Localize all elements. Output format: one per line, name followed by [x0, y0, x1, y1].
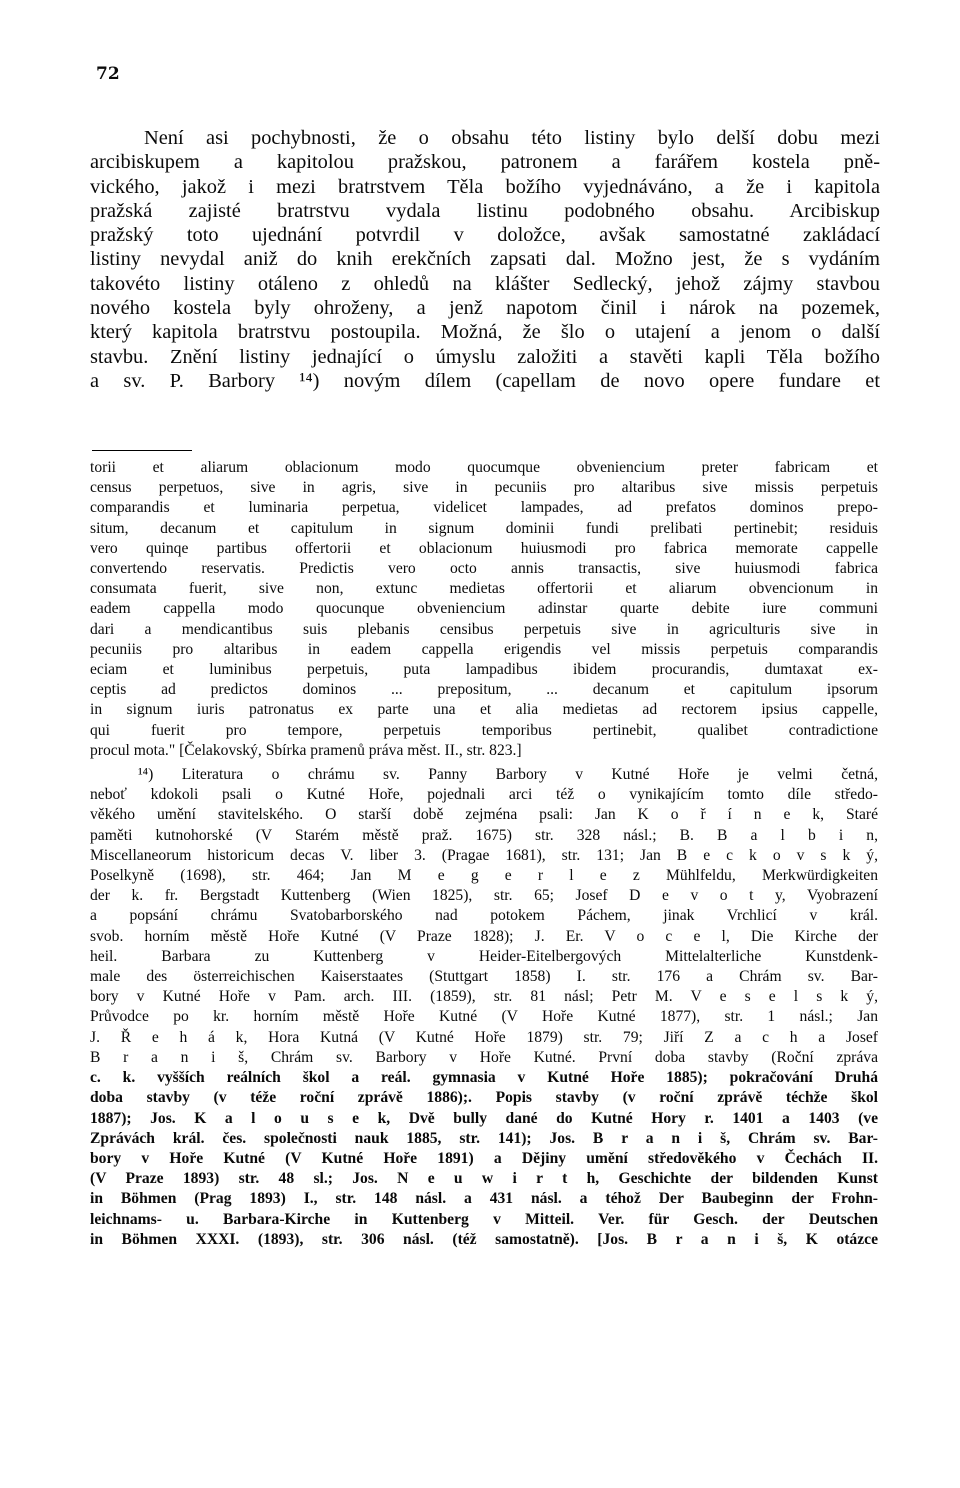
footnote-line: ceptis ad predictos dominos ... prepositum, ... decanum et capitulum ipsorum [90, 681, 878, 699]
footnote-line: vero quinqe partibus offertorii et oblacionum huiusmodi pro fabrica memorate cappelle [90, 539, 878, 557]
footnote-line: Zprávách král. čes. společnosti nauk 1885, str. 141); Jos. B r a n i š, Chrám sv. Bar- [90, 1129, 878, 1147]
footnote-line: torii et aliarum oblacionum modo quocumque obveniencium preter fabricam et [90, 459, 878, 476]
body-line: arcibiskupem a kapitolou pražskou, patronem a farářem kostela pně- [90, 151, 880, 174]
footnote-line: male des österreichischen Kaiserstaates (Stuttgart 1858) I. str. 176 a Chrám sv. Bar- [90, 968, 878, 986]
body-line: vického, jakož i mezi bratrstvem Těla božího vyjednáváno, a že i kapitola [90, 175, 880, 198]
footnote-line: dari a mendicantibus suis plebanis censibus perpetuis sive in agriculturis sive in [90, 620, 878, 638]
footnote-14 [90, 765, 878, 1250]
footnote-rule [92, 450, 192, 451]
footnote-line: (V Praze 1893) str. 48 sl.; Jos. N e u w i r t h, Geschichte der bildenden Kunst [90, 1170, 878, 1188]
footnote-13-continuation [90, 458, 878, 761]
footnote-line: Miscellaneorum historicum decas V. liber 3. (Pragae 1681), str. 131; Jan B e c k o v s k ý, [90, 846, 878, 864]
footnote-line: Poselkyně (1698), str. 464; Jan M e g e r l e z Mühlfeldu, Merkwürdigkeiten [90, 867, 878, 885]
footnote-line: věkého umění stavitelského. O starší době zejména psali: Jan K o ř í n e k, Staré [90, 806, 878, 824]
footnote-line: c. k. vyšších reálních škol a reál. gymnasia v Kutné Hoře 1885); pokračování Druhá [90, 1069, 878, 1087]
footnotes [90, 458, 878, 1250]
footnote-line: eciam et luminibus perpetuis, puta lampadibus ibidem procurandis, dumtaxat ex- [90, 661, 878, 679]
footnote-line: comparandis et luminaria perpetua, videlicet lampades, ad prefatos dominos prepo- [90, 499, 878, 517]
footnote-line: qui fuerit pro tempore, perpetuis temporibus pertinebit, qualibet contradictione [90, 721, 878, 739]
footnote-line: convertendo reservatis. Predictis vero octo annis transactis, sive huiusmodi fabrica [90, 560, 878, 578]
main-text [90, 126, 880, 393]
footnote-line: B r a n i š, Chrám sv. Barbory v Hoře Kutné. První doba stavby (Roční zpráva [90, 1048, 878, 1066]
footnote-line: 1887); Jos. K a l o u s e k, Dvě bully dané do Kutné Hory r. 1401 a 1403 (ve [90, 1109, 878, 1127]
footnote-line: consumata fuerit, sive non, extunc medietas offertorii et aliarum obvencionum in [90, 580, 878, 598]
footnote-line: in signum iuris patronatus ex parte una et alia medietas ad rectorem ipsius cappelle, [90, 701, 878, 719]
footnote-line: census perpetuos, sive in agris, sive in pecuniis pro altaribus sive missis perpetuis [90, 479, 878, 497]
footnote-line: in Böhmen XXXI. (1893), str. 306 násl. (též samostatně). [Jos. B r a n i š, K otázce [90, 1230, 878, 1248]
footnote-line: svob. horním městě Hoře Kutné (V Praze 1828); J. Er. V o c e l, Die Kirche der [90, 927, 878, 945]
footnote-line: J. Ř e h á k, Hora Kutná (V Kutné Hoře 1879) str. 79; Jiří Z a c h a Josef [90, 1028, 878, 1046]
footnote-line: heil. Barbara zu Kuttenberg v Heider-Eitelbergových Mittelalterliche Kunstdenk- [90, 947, 878, 965]
footnote-line: bory v Hoře Kutné (V Kutné Hoře 1891) a Dějiny umění středověkého v Čechách II. [90, 1149, 878, 1167]
footnote-line: procul mota." [Čelakovský, Sbírka pramenů práva měst. II., str. 823.] [90, 741, 522, 759]
body-line: pražský toto ujednání potvrdil v doložce, avšak samostatné zakládací [90, 224, 880, 247]
footnote-line: pecuniis pro altaribus in eadem cappella erigendis vel missis perpetuis comparandis [90, 640, 878, 658]
footnote-line: paměti kutnohorské (V Starém městě praž. 1675) str. 328 násl.; B. B a l b i n, [90, 826, 878, 844]
footnote-line: leichnams- u. Barbara-Kirche in Kuttenberg v Mitteil. Ver. für Gesch. der Deutschen [90, 1210, 878, 1228]
footnote-line: a popsání chrámu Svatobarborského nad potokem Páchem, jinak Vrchlicí v král. [90, 907, 878, 925]
footnote-bold-block [90, 1068, 878, 1250]
body-line: stavbu. Znění listiny jednající o úmyslu založiti a stavěti kapli Těla božího [90, 345, 880, 368]
body-line: takovéto listiny otáleno z ohledů na klášter Sedlecký, jehož zájmy stavbou [90, 272, 880, 295]
body-line: listiny nevydal aniž do knih erekčních zapsati dal. Možno jest, že s vydáním [90, 248, 880, 271]
body-line: Není asi pochybnosti, že o obsahu této listiny bylo delší dobu mezi [144, 127, 880, 149]
page-number: 72 [96, 64, 120, 84]
footnote-line: eadem cappella modo quocunque obveniencium adinstar quarte debite iure communi [90, 600, 878, 618]
footnote-line: situm, decanum et capitulum in signum dominii fundi prelibati pertinebit; residuis [90, 519, 878, 537]
footnote-line: neboť kdokoli psali o Kutné Hoře, pojednali arci též o vynikajícím tomto díle středo- [90, 786, 878, 804]
footnote-line: in Böhmen (Prag 1893) I., str. 148 násl. a 431 násl. a téhož Der Baubeginn der Frohn- [90, 1190, 878, 1208]
body-line: pražská zajisté bratrstvu vydala listinu podobného obsahu. Arcibiskup [90, 199, 880, 222]
body-line: který kapitola bratrstvu postoupila. Možná, že šlo o utajení a jenom o další [90, 321, 880, 344]
body-line: nového kostela byly ohroženy, a jenž napotom činil i nárok na pozemek, [90, 297, 880, 320]
body-line: a sv. P. Barbory ¹⁴) novým dílem (capellam de novo opere fundare et [90, 369, 880, 392]
footnote-line: bory v Kutné Hoře v Pam. arch. III. (1859), str. 81 násl; Petr M. V e s e l s k ý, [90, 988, 878, 1006]
footnote-line: doba stavby (v téže roční zprávě 1886);. Popis stavby (v roční zprávě téchže škol [90, 1089, 878, 1107]
footnote-line: der k. fr. Bergstadt Kuttenberg (Wien 1825), str. 65; Josef D e v o t y, Vyobrazení [90, 887, 878, 905]
footnote-line: ¹⁴) Literatura o chrámu sv. Panny Barbory v Kutné Hoře je velmi četná, [138, 766, 878, 784]
footnote-line: Průvodce po kr. horním městě Hoře Kutné (V Hoře Kutné 1877), str. 1 násl.; Jan [90, 1008, 878, 1026]
